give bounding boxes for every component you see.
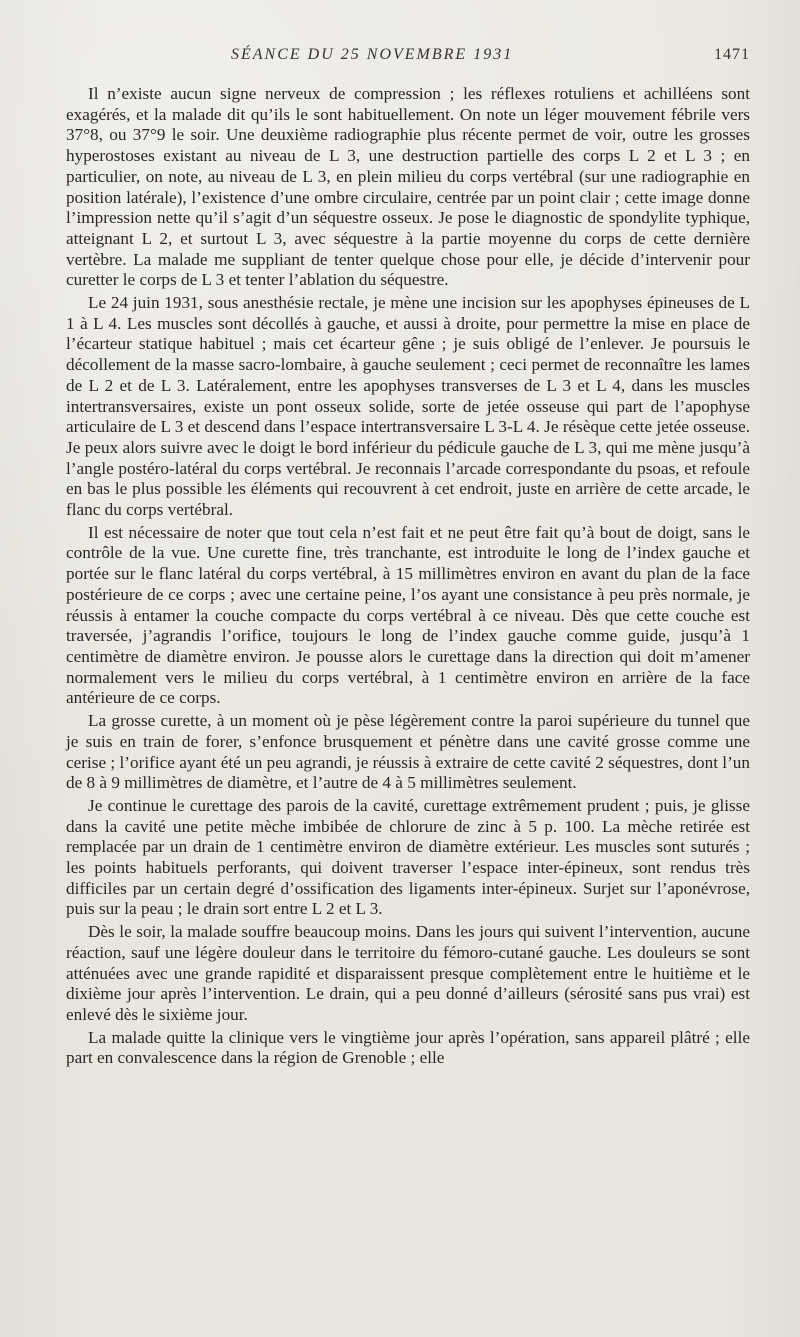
paragraph: Dès le soir, la malade souffre beaucoup moins. Dans les jours qui suivent l’intervention, aucune réaction, sauf une légère douleur dans le territoire du fémoro-cutané gauche. Les douleurs se sont atténuées avec une grande rapidité et disparaissent presque complètement entre le huitième et le dixième jour après l’intervention. Le drain, qui a peu donné d’ailleurs (sérosité sans pus vrai) est enlevé dès le sixième jour. (66, 922, 750, 1024)
paragraph: La grosse curette, à un moment où je pèse légèrement contre la paroi supérieure du tunnel que je suis en train de forer, s’enfonce brusquement et pénètre dans une cavité grosse comme une cerise ; l’orifice ayant été un peu agrandi, je réussis à extraire de cette cavité 2 séquestres, dont l’un de 8 à 9 millimètres de diamètre, et l’autre de 4 à 5 millimètres seulement. (66, 711, 750, 793)
paragraph: La malade quitte la clinique vers le vingtième jour après l’opération, sans appareil plâtré ; elle part en convalescence dans la région de Grenoble ; elle (66, 1027, 750, 1068)
page-number: 1471 (714, 46, 750, 63)
paragraph: Il est nécessaire de noter que tout cela n’est fait et ne peut être fait qu’à bout de doigt, sans le contrôle de la vue. Une curette fine, très tranchante, est introduite le long de l’index gauche et portée sur le flanc latéral du corps vertébral, à 15 millimètres environ en avant du plan de la face postérieure de ce corps ; avec une certaine peine, l’os ayant une consistance à peu près normale, je réussis à entamer la couche compacte du corps vertébral à ce niveau. Dès que cette couche est traversée, j’agrandis l’orifice, toujours le long de l’index gauche comme guide, jusqu’à 1 centimètre de diamètre environ. Je pousse alors le curettage dans la direction qui doit m’amener normalement vers le milieu du corps vertébral, à 1 centimètre environ en arrière de la face antérieure de ce corps. (66, 522, 750, 708)
paragraph: Il n’existe aucun signe nerveux de compression ; les réflexes rotuliens et achilléens sont exagérés, et la malade dit qu’ils le sont habituellement. On note un léger mouvement fébrile vers 37°8, ou 37°9 le soir. Une deuxième radiographie plus récente permet de voir, outre les grosses hyperostoses existant au niveau de L 3, une destruction partielle des corps L 2 et L 3 ; en particulier, on note, au niveau de L 3, en plein milieu du corps vertébral (sur une radiographie en position latérale), l’existence d’une ombre circulaire, centrée par un point clair ; cette image donne l’impression nette qu’il s’agit d’un séquestre osseux. Je pose le diagnostic de spondylite typhique, atteignant L 2, et surtout L 3, avec séquestre à la partie moyenne du corps de cette dernière vertèbre. La malade me suppliant de tenter quelque chose pour elle, je décide d’intervenir pour curetter le corps de L 3 et tenter l’ablation du séquestre. (66, 84, 750, 290)
running-header (66, 38, 750, 70)
body-text (66, 84, 750, 1069)
paragraph: Le 24 juin 1931, sous anesthésie rectale, je mène une incision sur les apophyses épineuses de L 1 à L 4. Les muscles sont décollés à gauche, et aussi à droite, pour permettre la mise en place de l’écarteur statique habituel ; mais cet écarteur gêne ; je suis obligé de l’enlever. Je poursuis le décollement de la masse sacro-lombaire, à gauche seulement ; ceci permet de reconnaître les lames de L 2 et de L 3. Latéralement, entre les apophyses transverses de L 3 et L 4, dans les muscles intertransversaires, existe un pont osseux solide, sorte de jetée osseuse qui part de l’apophyse articulaire de L 3 et descend dans l’espace intertransversaire L 3-L 4. Je résèque cette jetée osseuse. Je peux alors suivre avec le doigt le bord inférieur du pédicule gauche de L 3, qui me mène jusqu’à l’angle postéro-latéral du corps vertébral. Je reconnais l’arcade correspondante du psoas, et refoule en bas le plus possible les éléments qui recouvrent à cet endroit, juste en arrière de cette arcade, le flanc du corps vertébral. (66, 293, 750, 520)
running-title: SÉANCE DU 25 NOVEMBRE 1931 (231, 46, 514, 63)
paragraph: Je continue le curettage des parois de la cavité, curettage extrêmement prudent ; puis, je glisse dans la cavité une petite mèche imbibée de chlorure de zinc à 5 p. 100. La mèche retirée est remplacée par un drain de 1 centimètre environ de diamètre extérieur. Les muscles sont suturés ; les points habituels perforants, qui doivent traverser l’espace inter-épineux, sont rendus très difficiles par un certain degré d’ossification des ligaments inter-épineux. Surjet sur l’aponévrose, puis sur la peau ; le drain sort entre L 2 et L 3. (66, 795, 750, 919)
